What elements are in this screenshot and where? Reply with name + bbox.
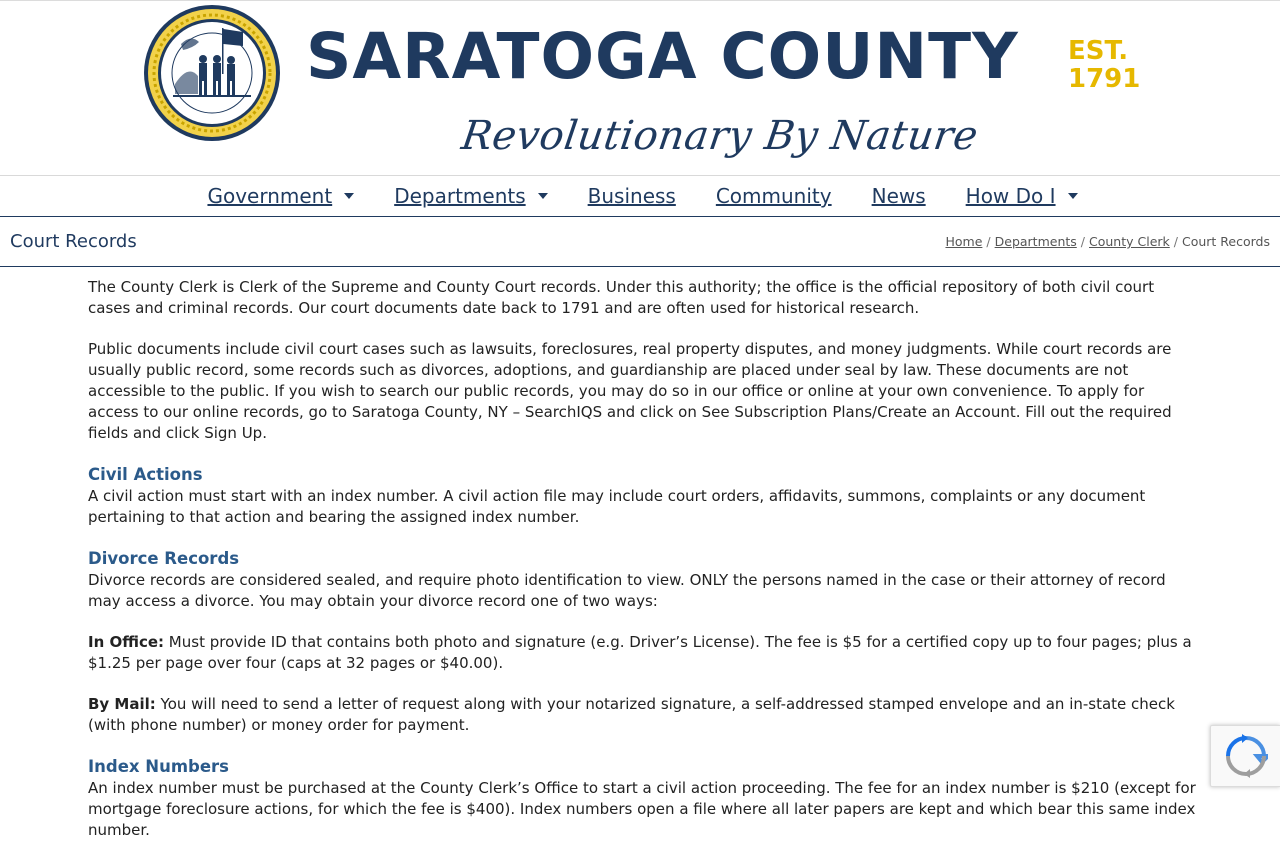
in-office-text: Must provide ID that contains both photo and signature (e.g. Driver’s License). The fee is $5 for a certified copy up to four pages; plus a $1.25 per page over four (caps at 32 pages or $40.00). (88, 633, 1192, 672)
nav-item-community[interactable] (716, 184, 832, 208)
divorce-records-heading: Divorce Records (88, 549, 240, 568)
by-mail-label: By Mail: (88, 695, 156, 713)
breadcrumb-home[interactable]: Home (945, 234, 983, 249)
intro-paragraph: The County Clerk is Clerk of the Supreme and County Court records. Under this authority; the office is the official repository of both civil court cases and criminal records. Our court documents date back to 1791 and are often used for historical research. (88, 278, 1155, 317)
page-title-bar (0, 217, 1280, 267)
nav-item-label: Business (587, 184, 676, 208)
brand-name[interactable]: SARATOGA COUNTY (306, 20, 1019, 93)
main-nav (0, 175, 1280, 217)
nav-item-label: Community (715, 184, 832, 208)
nav-item-news[interactable] (872, 184, 926, 208)
breadcrumb (945, 234, 1270, 249)
recaptcha-icon (1224, 734, 1268, 778)
in-office-label: In Office: (88, 633, 165, 651)
caret-down-icon[interactable] (1068, 193, 1078, 199)
nav-item-label: Departments (394, 184, 526, 208)
caret-down-icon[interactable] (538, 193, 548, 199)
recaptcha-badge[interactable] (1210, 725, 1280, 787)
in-office-paragraph (88, 632, 1198, 674)
nav-item-government[interactable] (207, 184, 354, 208)
nav-item-how-do-i[interactable] (966, 184, 1078, 208)
breadcrumb-county-clerk[interactable]: County Clerk (1089, 234, 1170, 249)
public-documents-paragraph: Public documents include civil court cases such as lawsuits, foreclosures, real property disputes, and money judgments. While court records are usually public record, some records such as divorces, adoptions, and guardianship are placed under seal by law. These documents are not accessible to the public. If you wish to search our public records, you may do so in our office or online at your own convenience. To apply for access to our online records, go to Saratoga County, NY – SearchIQS and click on See Subscription Plans/Create an Account. Fill out the required fields and click Sign Up. (88, 340, 1172, 442)
breadcrumb-separator: / (1173, 234, 1178, 249)
civil-actions-heading: Civil Actions (88, 465, 203, 484)
est-label: EST. (1068, 36, 1129, 66)
est-year: 1791 (1068, 64, 1141, 94)
nav-item-label: Government (207, 184, 333, 208)
established-label (1068, 37, 1140, 93)
tagline: Revolutionary By Nature (458, 113, 981, 159)
site-header (0, 0, 1280, 175)
divorce-records-paragraph: Divorce records are considered sealed, and require photo identification to view. ONLY the persons named in the case or their attorney of record may access a divorce. You may obtain your divorce record one of two ways: (88, 571, 1166, 610)
breadcrumb-separator: / (986, 234, 991, 249)
civil-actions-paragraph: A civil action must start with an index number. A civil action file may include court orders, affidavits, summons, complaints or any document pertaining to that action and bearing the assigned index number. (88, 487, 1146, 526)
breadcrumb-current: Court Records (1181, 234, 1270, 249)
breadcrumb-departments[interactable]: Departments (994, 234, 1077, 249)
index-numbers-paragraph: An index number must be purchased at the County Clerk’s Office to start a civil action proceeding. The fee for an index number is $210 (except for mortgage foreclosure actions, for which the fee is $400). Index numbers open a file where all later papers are kept and which bear this same index number. (88, 779, 1196, 839)
main-content (88, 277, 1198, 861)
breadcrumb-separator: / (1080, 234, 1085, 249)
by-mail-paragraph (88, 694, 1198, 736)
nav-item-business[interactable] (588, 184, 676, 208)
page-title: Court Records (10, 231, 137, 252)
nav-item-label: News (871, 184, 926, 208)
index-numbers-heading: Index Numbers (88, 757, 229, 776)
caret-down-icon[interactable] (344, 193, 354, 199)
county-seal-icon[interactable] (143, 4, 281, 142)
nav-item-label: How Do I (965, 184, 1056, 208)
nav-item-departments[interactable] (394, 184, 547, 208)
by-mail-text: You will need to send a letter of request along with your notarized signature, a self-addressed stamped envelope and an in-state check (with phone number) or money order for payment. (88, 695, 1175, 734)
